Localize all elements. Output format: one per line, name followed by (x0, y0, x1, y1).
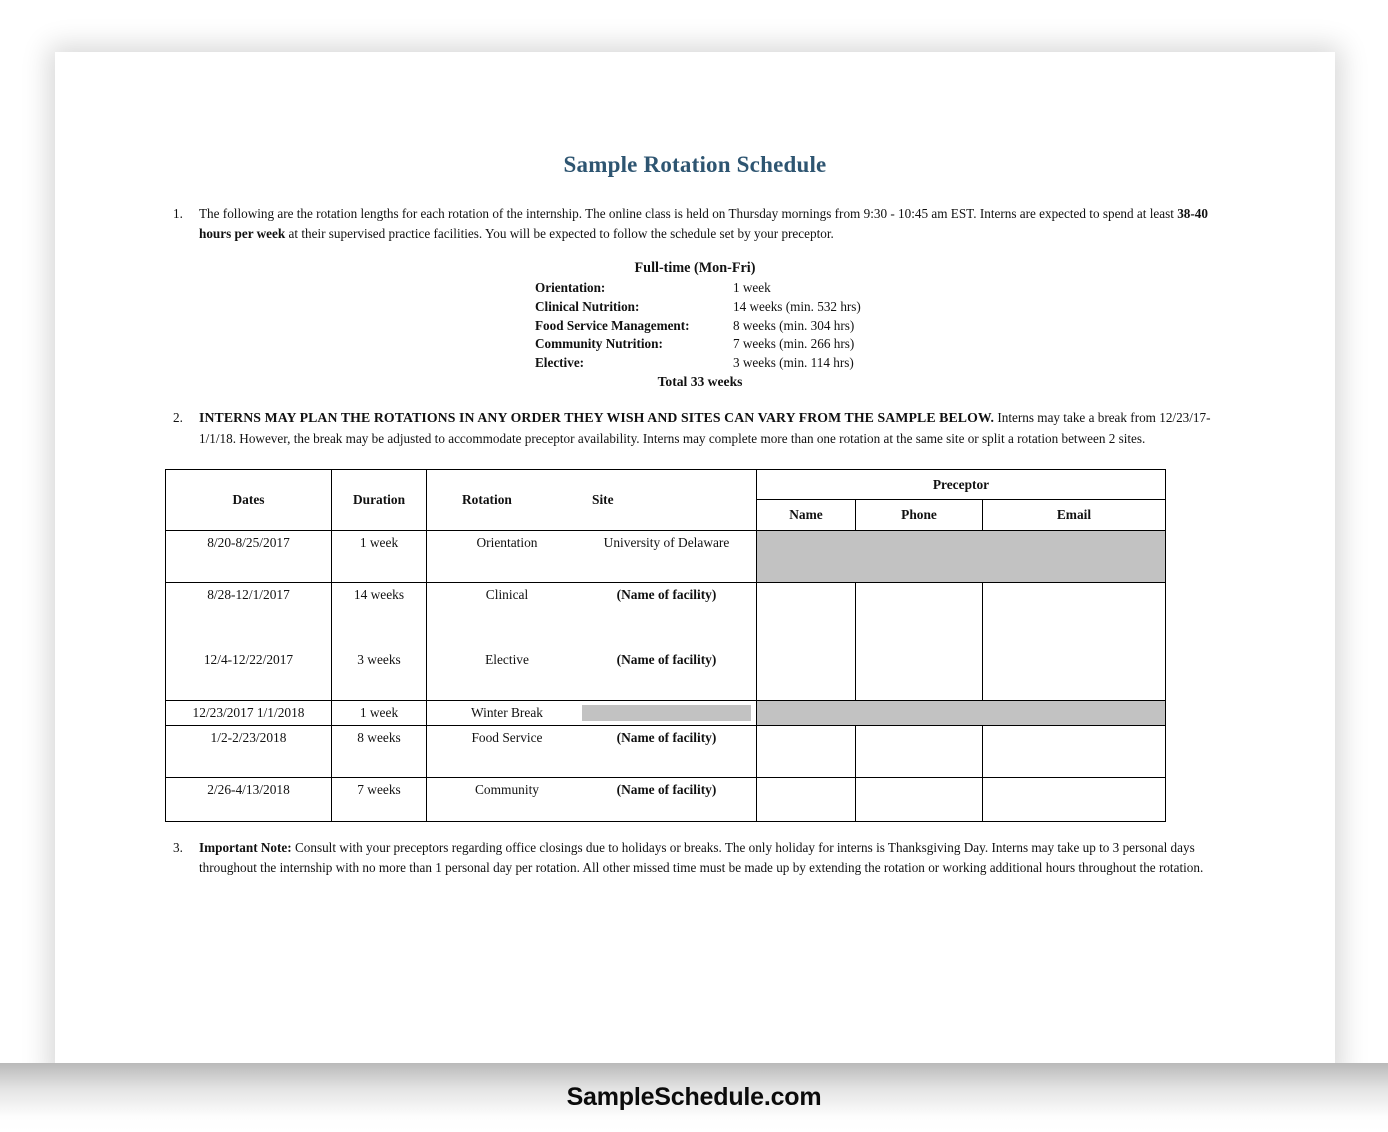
fulltime-value: 14 weeks (min. 532 hrs) (733, 298, 861, 314)
page-title: Sample Rotation Schedule (563, 152, 827, 177)
paragraph1-text-after: at their supervised practice facilities. You will be expected to follow the schedule set by your preceptor. (285, 226, 834, 242)
cell-preceptor-phone[interactable] (856, 725, 983, 777)
document-body (165, 152, 1225, 884)
paragraph3-rest: Consult with your preceptors regarding office closings due to holidays or breaks. The only holiday for interns is Thanksgiving Day. Interns may take up to 3 personal days throughout the internship with no more than 1 personal day per rotation. All other missed time must be made up by extending the rotation or working additional hours throughout the rotation. (199, 839, 1204, 875)
paragraph3-bold-lead: Important Note: (199, 839, 292, 855)
fulltime-total: Total 33 weeks (657, 373, 743, 389)
table-row (166, 582, 1166, 700)
fulltime-heading: Full-time (Mon-Fri) (634, 260, 756, 277)
cell-duration: 8 weeks (332, 725, 427, 777)
list-body-2 (199, 408, 1225, 449)
cell-duration: 1 week (332, 700, 427, 725)
fulltime-label: Orientation: (535, 280, 606, 296)
cell-rotation-site (427, 700, 757, 725)
list-body-1 (199, 204, 1225, 244)
fulltime-label: Elective: (535, 355, 585, 371)
cell-duration-line2: 3 weeks (357, 651, 401, 667)
header-site: Site (592, 491, 614, 507)
header-rotation: Rotation (462, 491, 512, 507)
cell-rotation-line2: Elective (485, 651, 529, 667)
header-dates: Dates (166, 469, 332, 530)
cell-preceptor-email[interactable] (983, 582, 1166, 700)
fulltime-label: Community Nutrition: (535, 336, 663, 352)
cell-rotation: Community (475, 781, 539, 797)
cell-preceptor-name[interactable] (757, 777, 856, 821)
table-row (166, 777, 1166, 821)
fulltime-value: 8 weeks (min. 304 hrs) (733, 317, 855, 333)
cell-site: (Name of facility) (616, 729, 717, 745)
list-marker-1: 1. (173, 206, 183, 221)
cell-site-line1: (Name of facility) (616, 586, 717, 602)
cell-dates-line2: 12/4-12/22/2017 (203, 651, 294, 667)
cell-rotation-site (427, 530, 757, 582)
cell-site-shaded (582, 705, 751, 721)
fulltime-rows (507, 279, 883, 373)
table-row (166, 725, 1166, 777)
cell-preceptor-email[interactable] (983, 777, 1166, 821)
fulltime-row (535, 317, 883, 336)
fulltime-value: 1 week (733, 280, 771, 296)
paragraph1-text-before: The following are the rotation lengths for each rotation of the internship. The online class is held on Thursday mornings from 9:30 - 10:45 am EST. Interns are expected to spend at least (199, 206, 1178, 221)
footer-watermark-bar (0, 1063, 1388, 1132)
list-item-2 (165, 408, 1225, 449)
header-preceptor: Preceptor (757, 469, 1166, 500)
cell-rotation-line1: Clinical (485, 586, 529, 602)
fulltime-value: 3 weeks (min. 114 hrs) (733, 355, 854, 371)
paragraph2-caps-lead: INTERNS MAY PLAN THE ROTATIONS IN ANY ORDER THEY WISH AND SITES CAN VARY FROM THE SAMPLE BELOW. (199, 409, 995, 425)
table-row (166, 530, 1166, 582)
list-marker-3: 3. (173, 839, 183, 855)
cell-dates: 2/26-4/13/2018 (166, 777, 332, 821)
header-preceptor-email: Email (983, 500, 1166, 531)
cell-preceptor-shaded (757, 700, 1166, 725)
fulltime-row (535, 354, 883, 373)
table-row (166, 700, 1166, 725)
fulltime-block (165, 260, 1225, 390)
list-marker-2: 2. (173, 409, 183, 425)
cell-dates: 12/23/2017 1/1/2018 (166, 700, 332, 725)
document-page (55, 52, 1335, 1077)
list-item-1 (165, 204, 1225, 244)
cell-preceptor-name[interactable] (757, 725, 856, 777)
cell-rotation-site (427, 777, 757, 821)
paragraph1-bold-hours: 38-40 hours per week (199, 206, 1208, 242)
header-preceptor-name: Name (757, 500, 856, 531)
fulltime-value: 7 weeks (min. 266 hrs) (733, 336, 855, 352)
cell-site: University of Delaware (603, 534, 730, 550)
cell-dates (166, 582, 332, 700)
fulltime-row (535, 279, 883, 298)
footer-watermark-text: SampleSchedule.com (566, 1083, 822, 1111)
cell-duration-line1: 14 weeks (353, 586, 405, 602)
cell-rotation: Winter Break (471, 704, 543, 720)
cell-preceptor-shaded (757, 530, 1166, 582)
cell-preceptor-phone[interactable] (856, 582, 983, 700)
header-rotation-site (427, 469, 757, 530)
cell-duration (332, 582, 427, 700)
cell-preceptor-phone[interactable] (856, 777, 983, 821)
fulltime-row (535, 298, 883, 317)
paragraph2-rest: Interns may take a break from 12/23/17-1/1/18. However, the break may be adjusted to accommodate preceptor availability. Interns may complete more than one rotation at the same site or split a rotation between 2 sites. (199, 409, 1211, 446)
cell-rotation-site (427, 582, 757, 700)
fulltime-label: Clinical Nutrition: (535, 298, 640, 314)
cell-preceptor-email[interactable] (983, 725, 1166, 777)
cell-site-line2: (Name of facility) (616, 651, 717, 667)
cell-preceptor-name[interactable] (757, 582, 856, 700)
header-preceptor-phone: Phone (856, 500, 983, 531)
fulltime-label: Food Service Management: (535, 317, 690, 333)
list-item-3 (165, 838, 1225, 878)
cell-dates: 1/2-2/23/2018 (166, 725, 332, 777)
header-duration: Duration (332, 469, 427, 530)
cell-rotation: Orientation (476, 534, 538, 550)
cell-duration: 1 week (332, 530, 427, 582)
cell-site: (Name of facility) (616, 781, 717, 797)
cell-dates-line1: 8/28-12/1/2017 (207, 586, 290, 602)
cell-dates: 8/20-8/25/2017 (166, 530, 332, 582)
fulltime-row (535, 335, 883, 354)
list-body-3 (199, 838, 1225, 878)
cell-rotation-site (427, 725, 757, 777)
cell-rotation: Food Service (471, 729, 543, 745)
cell-duration: 7 weeks (332, 777, 427, 821)
rotation-schedule-table (165, 469, 1166, 822)
table-header-row-1 (166, 469, 1166, 500)
